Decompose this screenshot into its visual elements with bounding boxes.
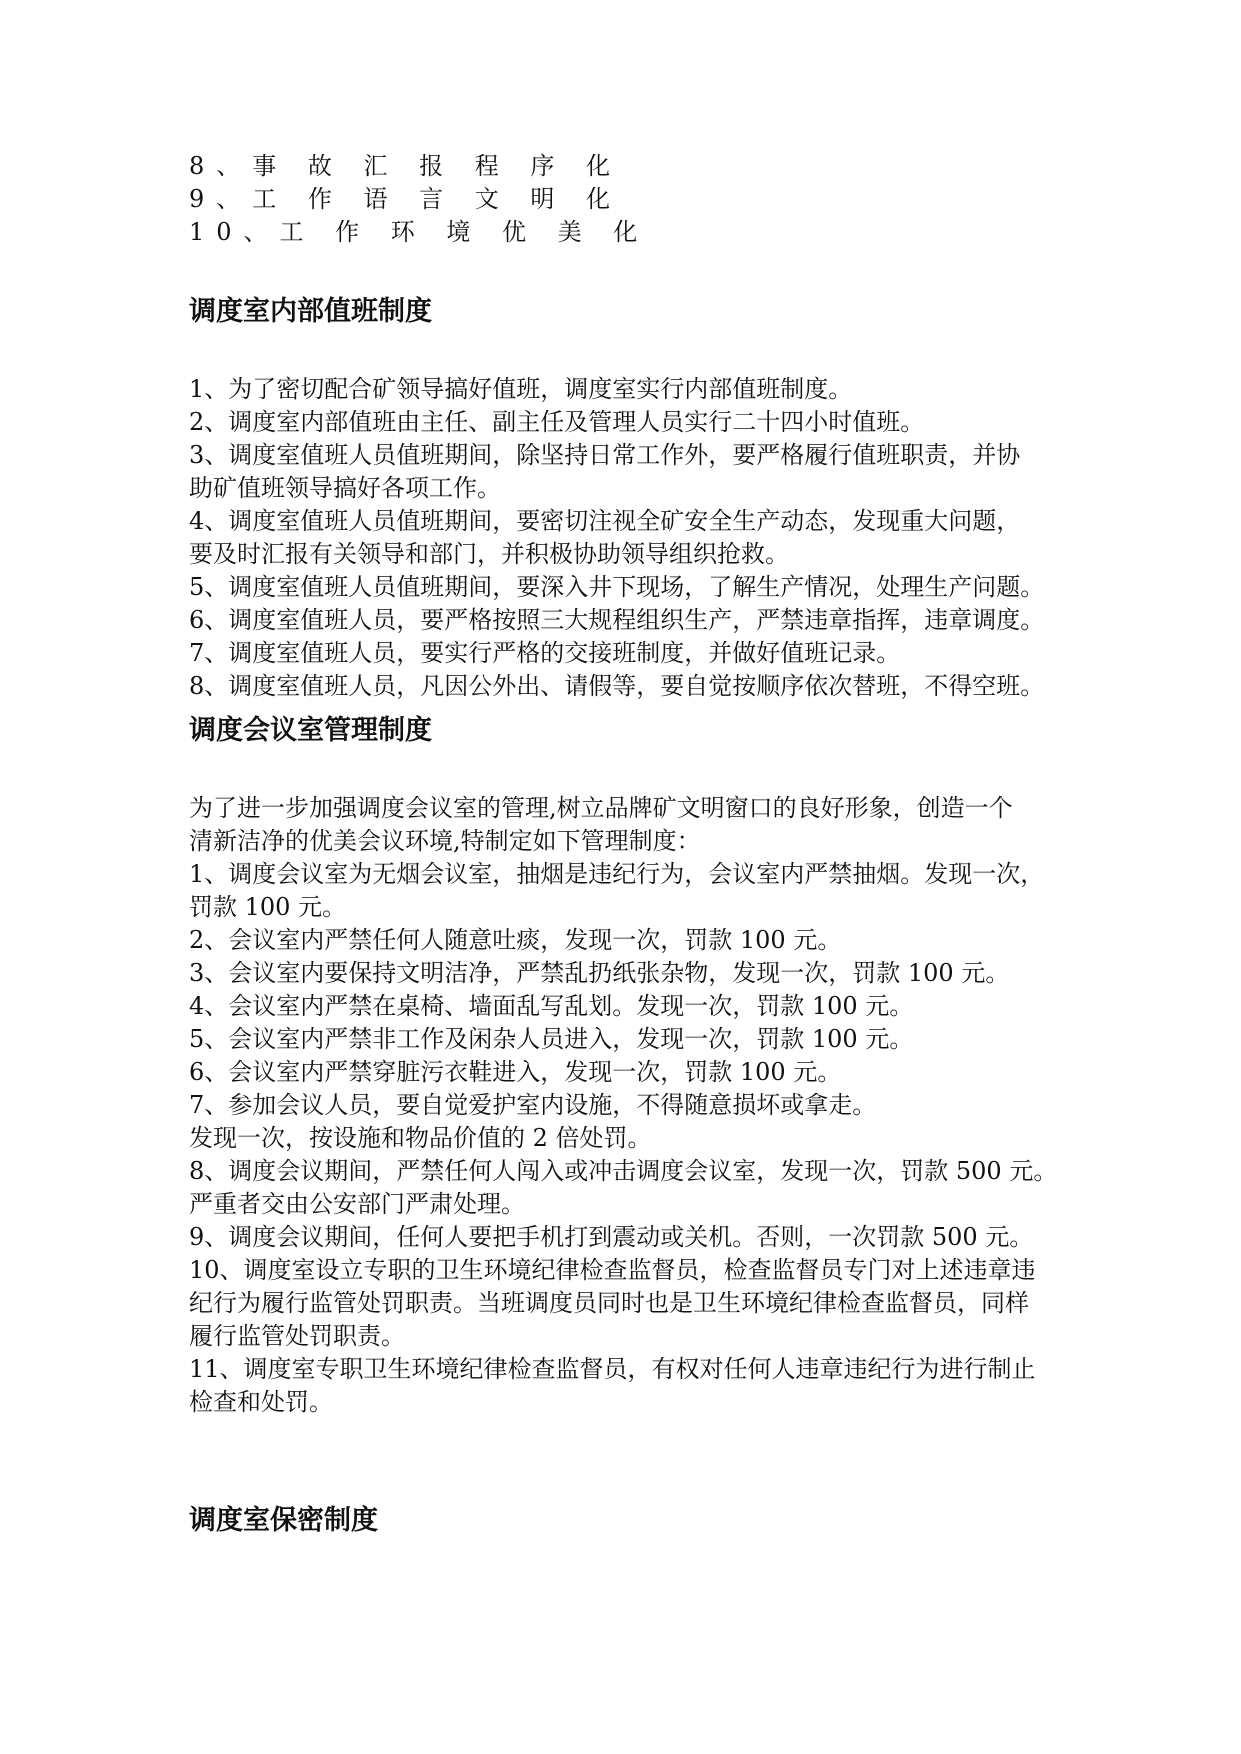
paragraph-line: 5、调度室值班人员值班期间，要深入井下现场，了解生产情况，处理生产问题。: [189, 573, 1045, 601]
paragraph-line: 5、会议室内严禁非工作及闲杂人员进入，发现一次，罚款 100 元。: [189, 1025, 914, 1053]
list-item: 10、工 作 环 境 优 美 化: [189, 218, 650, 246]
paragraph-line: 3、调度室值班人员值班期间，除坚持日常工作外，要严格履行值班职责，并协: [189, 441, 1021, 469]
paragraph-line: 1、调度会议室为无烟会议室，抽烟是违纪行为，会议室内严禁抽烟。发现一次，: [189, 860, 1045, 888]
paragraph-line: 检查和处罚。: [189, 1388, 333, 1416]
paragraph-line: 4、会议室内严禁在桌椅、墙面乱写乱划。发现一次，罚款 100 元。: [189, 992, 914, 1020]
paragraph-line: 1、为了密切配合矿领导搞好值班，调度室实行内部值班制度。: [189, 375, 853, 403]
paragraph-line: 为了进一步加强调度会议室的管理,树立品牌矿文明窗口的良好形象，创造一个: [189, 794, 1013, 822]
paragraph-line: 2、会议室内严禁任何人随意吐痰，发现一次，罚款 100 元。: [189, 926, 842, 954]
paragraph-line: 8、调度室值班人员，凡因公外出、请假等，要自觉按顺序依次替班，不得空班。: [189, 672, 1045, 700]
section-title-meeting-room: 调度会议室管理制度: [189, 715, 432, 746]
paragraph-line: 11、调度室专职卫生环境纪律检查监督员，有权对任何人违章违纪行为进行制止: [189, 1355, 1036, 1383]
paragraph-line: 9、调度会议期间，任何人要把手机打到震动或关机。否则，一次罚款 500 元。: [189, 1223, 1034, 1251]
list-item: 9、工 作 语 言 文 明 化: [189, 185, 623, 213]
paragraph-line: 6、会议室内严禁穿脏污衣鞋进入，发现一次，罚款 100 元。: [189, 1058, 842, 1086]
paragraph-line: 罚款 100 元。: [189, 893, 347, 921]
list-item: 8、事 故 汇 报 程 序 化: [189, 152, 623, 180]
section-title-duty: 调度室内部值班制度: [189, 296, 432, 327]
section-title-confidentiality: 调度室保密制度: [189, 1505, 378, 1536]
paragraph-line: 发现一次，按设施和物品价值的 2 倍处罚。: [189, 1124, 652, 1152]
paragraph-line: 4、调度室值班人员值班期间，要密切注视全矿安全生产动态，发现重大问题，: [189, 507, 1021, 535]
paragraph-line: 3、会议室内要保持文明洁净，严禁乱扔纸张杂物，发现一次，罚款 100 元。: [189, 959, 1010, 987]
paragraph-line: 助矿值班领导搞好各项工作。: [189, 474, 501, 502]
paragraph-line: 10、调度室设立专职的卫生环境纪律检查监督员，检查监督员专门对上述违章违: [189, 1256, 1036, 1284]
paragraph-line: 清新洁净的优美会议环境,特制定如下管理制度：: [189, 827, 701, 855]
paragraph-line: 2、调度室内部值班由主任、副主任及管理人员实行二十四小时值班。: [189, 408, 925, 436]
paragraph-line: 纪行为履行监管处罚职责。当班调度员同时也是卫生环境纪律检查监督员，同样: [189, 1289, 1029, 1317]
paragraph-line: 履行监管处罚职责。: [189, 1322, 405, 1350]
paragraph-line: 要及时汇报有关领导和部门，并积极协助领导组织抢救。: [189, 540, 789, 568]
paragraph-line: 7、参加会议人员，要自觉爱护室内设施，不得随意损坏或拿走。: [189, 1091, 877, 1119]
paragraph-line: 严重者交由公安部门严肃处理。: [189, 1190, 525, 1218]
paragraph-line: 6、调度室值班人员，要严格按照三大规程组织生产，严禁违章指挥，违章调度。: [189, 606, 1045, 634]
paragraph-line: 8、调度会议期间，严禁任何人闯入或冲击调度会议室，发现一次，罚款 500 元。: [189, 1157, 1058, 1185]
paragraph-line: 7、调度室值班人员，要实行严格的交接班制度，并做好值班记录。: [189, 639, 901, 667]
